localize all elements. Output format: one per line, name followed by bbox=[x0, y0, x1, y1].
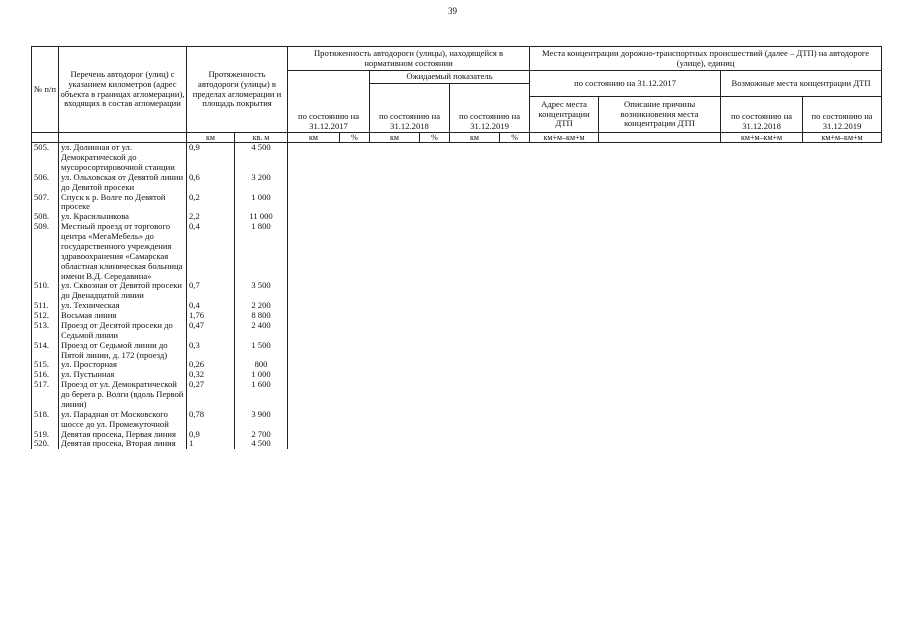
table-row bbox=[32, 311, 882, 321]
row-number: 512. bbox=[32, 311, 59, 321]
table-row bbox=[32, 301, 882, 311]
table-row bbox=[32, 173, 882, 193]
road-length-km: 0,3 bbox=[187, 341, 235, 361]
road-length-km: 0,6 bbox=[187, 173, 235, 193]
road-area-sqm: 4 500 bbox=[235, 143, 288, 173]
road-name: ул. Долинная от ул. Демократической до мусоросортировочной станции bbox=[59, 143, 187, 173]
road-name: ул. Техническая bbox=[59, 301, 187, 311]
header-dtp-address: Адрес места концентрации ДТП bbox=[530, 97, 599, 133]
road-length-km: 0,2 bbox=[187, 193, 235, 213]
road-area-sqm: 3 500 bbox=[235, 281, 288, 301]
road-area-sqm: 11 000 bbox=[235, 212, 288, 222]
header-dtp-as-of-2017: по состоянию на 31.12.2017 bbox=[530, 71, 721, 97]
road-name: Местный проезд от торгового центра «МегаМебель» до государственного учреждения здравоохранения «Самарская областная клиническая больница имени В.Д. Середавина» bbox=[59, 222, 187, 281]
row-number: 507. bbox=[32, 193, 59, 213]
row-number: 510. bbox=[32, 281, 59, 301]
row-number: 516. bbox=[32, 370, 59, 380]
road-area-sqm: 1 800 bbox=[235, 222, 288, 281]
header-possible-2019: по состоянию на 31.12.2019 bbox=[803, 97, 882, 133]
header-as-of-2018: по состоянию на 31.12.2018 bbox=[370, 84, 450, 133]
unit-empty bbox=[59, 133, 187, 143]
unit-pct: % bbox=[500, 133, 530, 143]
unit-km: км bbox=[288, 133, 340, 143]
table-row bbox=[32, 281, 882, 301]
unit-kmm: км+м–км+м bbox=[803, 133, 882, 143]
road-length-km: 0,78 bbox=[187, 410, 235, 430]
row-number: 514. bbox=[32, 341, 59, 361]
row-number: 519. bbox=[32, 430, 59, 440]
road-area-sqm: 1 000 bbox=[235, 193, 288, 213]
table-row bbox=[32, 439, 882, 449]
header-as-of-2019: по состоянию на 31.12.2019 bbox=[450, 84, 530, 133]
road-area-sqm: 2 400 bbox=[235, 321, 288, 341]
table-row bbox=[32, 410, 882, 430]
unit-empty bbox=[32, 133, 59, 143]
roads-table bbox=[31, 46, 882, 449]
road-name: Проезд от Седьмой линии до Пятой линии, д. 172 (проезд) bbox=[59, 341, 187, 361]
road-length-km: 0,9 bbox=[187, 143, 235, 173]
road-length-km: 0,7 bbox=[187, 281, 235, 301]
table-row bbox=[32, 321, 882, 341]
table-row bbox=[32, 193, 882, 213]
road-area-sqm: 3 900 bbox=[235, 410, 288, 430]
table-row bbox=[32, 380, 882, 410]
unit-pct: % bbox=[340, 133, 370, 143]
header-road-list: Перечень автодорог (улиц) с указанием километров (адрес объекта в границах агломерации), входящих в состав агломерации bbox=[59, 47, 187, 133]
road-length-km: 0,4 bbox=[187, 301, 235, 311]
road-name: Спуск к р. Волге по Девятой просеке bbox=[59, 193, 187, 213]
road-length-km: 0,26 bbox=[187, 360, 235, 370]
road-length-km: 0,9 bbox=[187, 430, 235, 440]
road-area-sqm: 1 500 bbox=[235, 341, 288, 361]
road-name: Проезд от ул. Демократической до берега р. Волги (вдоль Первой линии) bbox=[59, 380, 187, 410]
header-dtp-group: Места концентрации дорожно-транспортных происшествий (далее – ДТП) на автодороге (улице), единиц bbox=[530, 47, 882, 71]
road-length-km: 0,27 bbox=[187, 380, 235, 410]
road-name: ул. Сквозная от Девятой просеки до Двенадцатой линии bbox=[59, 281, 187, 301]
row-number: 508. bbox=[32, 212, 59, 222]
table-row bbox=[32, 360, 882, 370]
unit-km: км bbox=[187, 133, 235, 143]
road-length-km: 1 bbox=[187, 439, 235, 449]
unit-kmm: км+м–км+м bbox=[721, 133, 803, 143]
page-number: 39 bbox=[448, 6, 457, 16]
header-possible-dtp: Возможные места концентрации ДТП bbox=[721, 71, 882, 97]
road-area-sqm: 2 700 bbox=[235, 430, 288, 440]
row-number: 520. bbox=[32, 439, 59, 449]
row-number: 517. bbox=[32, 380, 59, 410]
road-name: ул. Пустынная bbox=[59, 370, 187, 380]
road-name: Девятая просека, Вторая линия bbox=[59, 439, 187, 449]
table-row bbox=[32, 212, 882, 222]
header-normative-group: Протяженность автодороги (улицы), находящейся в нормативном состоянии bbox=[288, 47, 530, 71]
road-name: ул. Просторная bbox=[59, 360, 187, 370]
road-length-km: 0,32 bbox=[187, 370, 235, 380]
unit-pct: % bbox=[420, 133, 450, 143]
header-length: Протяженность автодороги (улицы) в пределах агломерации и площадь покрытия bbox=[187, 47, 288, 133]
road-name: Проезд от Десятой просеки до Седьмой линии bbox=[59, 321, 187, 341]
road-name: ул. Ольховская от Девятой линии до Девятой просеки bbox=[59, 173, 187, 193]
unit-kmm: км+м–км+м bbox=[530, 133, 599, 143]
unit-empty bbox=[599, 133, 721, 143]
road-area-sqm: 800 bbox=[235, 360, 288, 370]
road-length-km: 2,2 bbox=[187, 212, 235, 222]
road-length-km: 1,76 bbox=[187, 311, 235, 321]
road-area-sqm: 2 200 bbox=[235, 301, 288, 311]
row-number: 518. bbox=[32, 410, 59, 430]
header-expected: Ожидаемый показатель bbox=[370, 71, 530, 84]
row-number: 511. bbox=[32, 301, 59, 311]
road-name: ул. Красильникова bbox=[59, 212, 187, 222]
road-name: ул. Парадная от Московского шоссе до ул. Промежуточной bbox=[59, 410, 187, 430]
unit-km: км bbox=[450, 133, 500, 143]
table-row bbox=[32, 370, 882, 380]
road-length-km: 0,47 bbox=[187, 321, 235, 341]
unit-sqm: кв. м bbox=[235, 133, 288, 143]
road-length-km: 0,4 bbox=[187, 222, 235, 281]
road-name: Девятая просека, Первая линия bbox=[59, 430, 187, 440]
row-number: 505. bbox=[32, 143, 59, 173]
road-name: Восьмая линия bbox=[59, 311, 187, 321]
row-number: 506. bbox=[32, 173, 59, 193]
header-num: № п/п bbox=[32, 47, 59, 133]
table-row bbox=[32, 222, 882, 281]
road-area-sqm: 4 500 bbox=[235, 439, 288, 449]
row-number: 515. bbox=[32, 360, 59, 370]
table-row bbox=[32, 341, 882, 361]
road-area-sqm: 1 000 bbox=[235, 370, 288, 380]
unit-km: км bbox=[370, 133, 420, 143]
header-as-of-2017: по состоянию на 31.12.2017 bbox=[288, 71, 370, 133]
road-area-sqm: 1 600 bbox=[235, 380, 288, 410]
header-possible-2018: по состоянию на 31.12.2018 bbox=[721, 97, 803, 133]
table-row bbox=[32, 143, 882, 173]
table-body bbox=[32, 143, 882, 450]
header-dtp-cause: Описание причины возникновения места концентрации ДТП bbox=[599, 97, 721, 133]
road-area-sqm: 3 200 bbox=[235, 173, 288, 193]
row-number: 509. bbox=[32, 222, 59, 281]
table-row bbox=[32, 430, 882, 440]
road-area-sqm: 8 800 bbox=[235, 311, 288, 321]
row-number: 513. bbox=[32, 321, 59, 341]
